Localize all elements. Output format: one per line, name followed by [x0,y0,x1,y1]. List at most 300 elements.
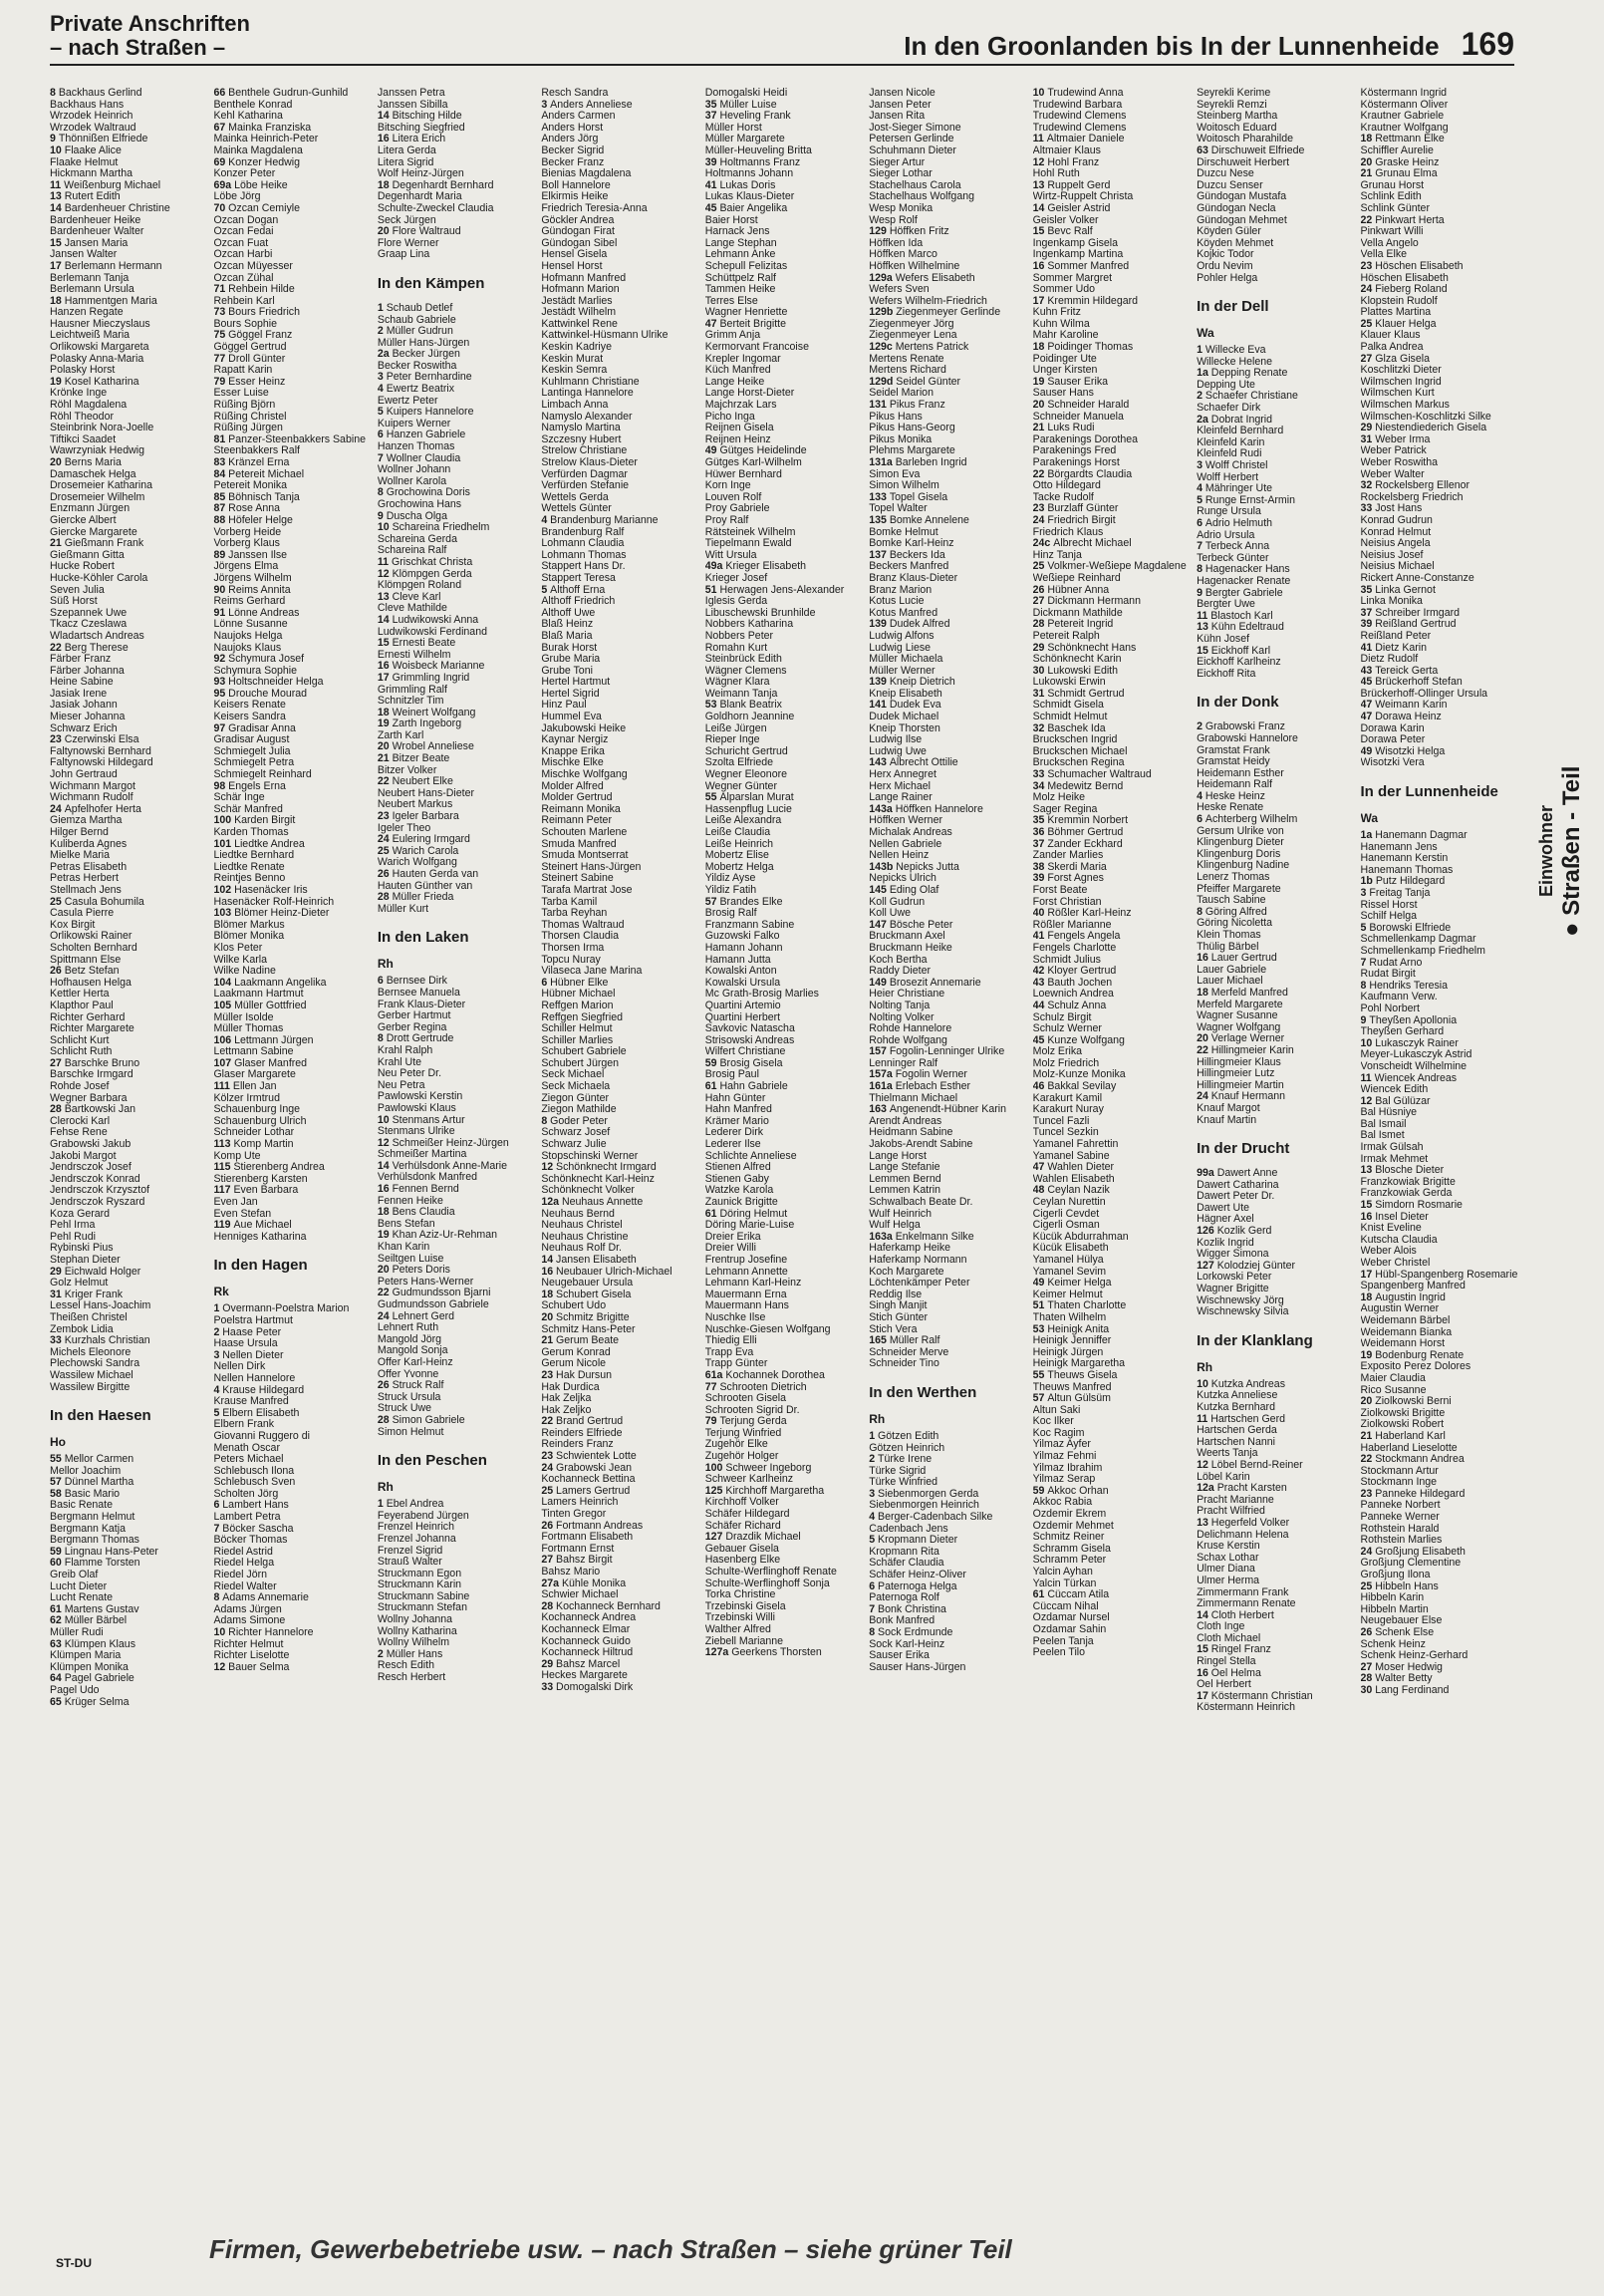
resident-entry [1361,273,1520,285]
resident-entry [1197,1621,1356,1633]
resident-name: Mobertz Helga [704,861,774,873]
resident-entry [1033,897,1193,909]
resident-entry [869,1512,1028,1524]
resident-entry [1197,1587,1356,1599]
resident-name: Bonk Christina [878,1603,946,1615]
resident-name: Fortmann Ernst [541,1543,615,1555]
resident-name: Molz Heike [1032,792,1086,804]
resident-name: Kremmin Hildegard [1047,295,1139,307]
resident-name: Giercke Albert [50,514,117,526]
house-number: 101 [213,838,235,850]
resident-entry [1033,1104,1193,1116]
resident-entry [213,434,373,446]
resident-name: Dobrat Ingrid [1210,414,1273,426]
resident-name: Pikus Hans-Georg [869,423,955,434]
resident-name: Bardenheuer Heike [50,214,141,226]
resident-entry [1033,1290,1193,1301]
resident-entry [541,1670,700,1682]
resident-entry [1361,666,1520,678]
resident-entry [705,238,865,250]
resident-entry [705,1012,865,1024]
resident-name: Thönnißen Elfriede [58,134,148,145]
house-number: 129a [869,272,896,284]
house-number: 25 [377,845,393,857]
resident-entry [1033,88,1193,100]
resident-entry [1197,588,1356,600]
resident-name: Irmak Mehmet [1360,1153,1429,1165]
resident-entry [213,1220,373,1232]
resident-entry [1361,619,1520,631]
house-number: 21 [1032,423,1048,434]
resident-name: Berg Therese [64,642,129,654]
house-number: 15 [1197,645,1211,657]
resident-name: Kaufmann Verw. [1360,992,1438,1004]
house-number: 8 [50,88,59,99]
resident-name: Berlemann Ursula [50,284,134,296]
resident-name: Even Stefan [213,1208,272,1220]
resident-name: Otto Hildegard [1032,480,1101,492]
resident-name: Hasenäcker Rolf-Heinrich [213,896,335,908]
resident-entry [705,1312,865,1324]
house-number: 63 [1197,144,1211,156]
resident-name: Laakmann Hartmut [213,989,304,1001]
resident-name: Benthele Gudrun-Gunhild [228,88,349,99]
resident-name: Sauser Erika [869,1650,930,1662]
resident-entry [1033,1035,1193,1047]
resident-name: Hübl-Spangenberg Rosemarie [1375,1269,1518,1281]
resident-entry [1361,1431,1520,1443]
resident-name: Hagenacker Renate [1197,575,1291,587]
resident-entry [213,815,373,827]
resident-name: Pfeiffer Margarete [1197,883,1281,895]
resident-name: Exposito Perez Dolores [1360,1361,1471,1373]
house-number: 127 [1197,1260,1217,1272]
resident-name: Grochowina Doris [386,487,470,499]
resident-entry [541,561,700,573]
house-number: 61 [704,1081,720,1093]
resident-entry [869,955,1028,967]
resident-entry [869,1001,1028,1012]
resident-entry [50,1685,209,1697]
resident-entry [50,1639,209,1651]
resident-entry [1361,876,1520,888]
resident-name: Cloth Herbert [1210,1609,1274,1621]
resident-name: Hensel Horst [541,260,603,272]
resident-entry [213,1535,373,1547]
resident-entry [869,111,1028,123]
resident-entry [541,1335,700,1347]
resident-entry [378,1660,537,1672]
resident-entry [541,480,700,492]
resident-entry [541,1463,700,1475]
resident-entry [213,1650,373,1662]
resident-name: Mähringer Ute [1204,483,1273,495]
resident-name: Kaynar Nergiz [541,734,609,746]
resident-name: Delichmann Helena [1197,1529,1289,1541]
resident-name: Hibbeln Karin [1360,1592,1425,1604]
resident-entry [869,1046,1028,1058]
house-number: 133 [869,491,890,503]
resident-entry [378,1068,537,1080]
resident-name: Keisers Sandra [213,712,286,723]
resident-entry [1361,249,1520,261]
resident-entry [50,804,209,816]
resident-name: Merfeld Manfred [1210,987,1288,999]
resident-entry [378,487,537,499]
resident-entry [869,873,1028,885]
house-number: 1a [1197,368,1211,380]
resident-entry [541,1255,700,1267]
resident-entry [1361,111,1520,123]
resident-name: Haferkamp Heike [869,1243,951,1255]
resident-name: Stopschinski Werner [541,1150,639,1162]
resident-name: Augustin Werner [1360,1303,1440,1315]
resident-entry [1361,1592,1520,1604]
house-number: 16 [1360,1211,1376,1223]
resident-name: Flamme Torsten [64,1558,140,1570]
resident-name: Reims Gerhard [213,596,286,608]
resident-entry [50,712,209,723]
footer-note: Firmen, Gewerbebetriebe usw. – nach Straßen – siehe grüner Teil [209,2234,1012,2264]
resident-entry [378,1184,537,1196]
house-number: 18 [541,1289,557,1300]
resident-name: Rößler Karl-Heinz [1047,908,1132,920]
resident-entry [1361,888,1520,900]
resident-entry [541,573,700,585]
resident-entry [1361,923,1520,935]
resident-entry [378,1000,537,1011]
resident-entry [705,654,865,666]
resident-name: Lange Horst-Dieter [704,388,795,400]
resident-name: Heske Renate [1197,802,1264,814]
resident-name: Richter Gerhard [50,1011,126,1023]
resident-name: Yalcin Türkan [1032,1578,1097,1589]
resident-name: Reijnen Gisela [704,423,774,434]
resident-name: Sauser Erika [1047,376,1109,388]
resident-entry [1361,330,1520,342]
resident-entry [1033,1624,1193,1636]
resident-name: Geerkens Thorsten [731,1647,822,1659]
resident-name: Kuhn Fritz [1032,307,1081,319]
house-number: 6 [213,1500,223,1512]
resident-name: Casula Pierre [50,908,115,920]
resident-entry [50,908,209,920]
resident-name: Tuncel Sezkin [1032,1127,1099,1139]
resident-name: Kloyer Gertrud [1047,966,1117,978]
resident-entry [378,215,537,227]
house-number: 34 [1032,780,1048,792]
resident-name: Böcker Sascha [222,1523,294,1535]
resident-name: Wladartsch Andreas [50,630,144,642]
house-number: 7 [1360,957,1370,969]
house-number: 67 [213,122,229,134]
resident-entry [1033,1023,1193,1035]
resident-entry [705,943,865,955]
resident-entry [541,746,700,758]
house-number: 85 [213,491,229,503]
resident-name: Litera Gerda [377,144,436,156]
resident-name: Engels Erna [228,780,286,792]
resident-name: Sommer Udo [1032,284,1096,296]
resident-name: Elkirmis Heike [541,191,609,203]
resident-name: Stellmach Jens [50,884,122,896]
resident-entry [1197,1564,1356,1576]
resident-entry [869,943,1028,955]
resident-name: Wolf Heinz-Jürgen [377,168,464,180]
resident-name: Lukas Klaus-Dieter [704,191,795,203]
district-code: Rh [377,1480,394,1495]
resident-entry [50,1209,209,1221]
street-heading: In der Klanklang [1197,1331,1313,1349]
resident-name: Volkmer-Weßiepe Magdalene [1047,561,1187,573]
resident-name: Czerwinski Elsa [64,734,139,746]
resident-entry [1033,978,1193,990]
resident-name: Lamers Gertrud [556,1485,631,1497]
resident-entry [1033,400,1193,412]
resident-entry [378,799,537,811]
resident-name: Boll Hannelore [541,179,611,191]
resident-entry [869,1347,1028,1359]
resident-entry [1361,842,1520,854]
resident-name: Wefers Elisabeth [895,272,975,284]
resident-entry [213,1581,373,1593]
resident-name: Kirchhoff Volker [704,1497,779,1509]
resident-name: Witt Ursula [704,549,757,561]
resident-name: Bergter Gabriele [1204,587,1283,599]
resident-name: Lambert Hans [222,1500,289,1512]
resident-entry [1197,1261,1356,1273]
resident-name: Neubert Elke [392,776,453,788]
resident-entry [213,654,373,666]
resident-entry [1197,134,1356,145]
resident-entry [1033,585,1193,597]
resident-name: Ingenkamp Martina [1032,249,1124,261]
resident-name: Yilmaz Ibrahim [1032,1462,1103,1474]
resident-entry [1033,1069,1193,1081]
district-code: Rh [377,957,394,972]
resident-name: Hohl Franz [1047,156,1100,168]
resident-name: Schwarz Josef [541,1127,611,1139]
house-number: 8 [377,1033,387,1045]
resident-name: Krepler Ingomar [704,353,781,365]
resident-entry [705,88,865,100]
resident-name: Hanemann Jens [1360,841,1438,853]
resident-entry [869,1116,1028,1128]
resident-name: Altun Gülsüm [1047,1393,1111,1405]
resident-entry [541,1555,700,1567]
resident-entry [1033,689,1193,701]
resident-name: Spittmann Else [50,954,122,966]
resident-entry [869,839,1028,851]
resident-name: Jost Hans [1375,503,1423,515]
resident-entry [1361,1454,1520,1466]
resident-name: Stappert Teresa [541,572,616,584]
resident-name: Jansen Rita [869,111,926,123]
resident-entry [869,100,1028,112]
resident-name: Eichwald Holger [64,1266,141,1278]
resident-entry [378,1033,537,1045]
resident-entry [1033,1382,1193,1394]
resident-entry [1361,1315,1520,1327]
resident-name: Riedel Astrid [213,1546,273,1558]
resident-entry [541,966,700,978]
resident-entry [541,1612,700,1624]
resident-name: Szolta Elfriede [704,757,774,769]
resident-name: Althoff Erna [550,584,606,596]
resident-entry [378,592,537,604]
resident-name: Backhaus Gerlind [58,88,142,99]
resident-entry [50,1139,209,1151]
house-number: 2 [377,1648,387,1660]
resident-entry [378,1219,537,1231]
resident-entry [1033,238,1193,250]
resident-name: Rothstein Harald [1360,1523,1440,1535]
resident-name: Jendrsczok Josef [50,1162,132,1174]
resident-name: Keisers Renate [213,700,286,712]
resident-entry [378,168,537,180]
resident-name: Klümpen Maria [50,1650,122,1662]
resident-name: Wesp Rolf [869,214,918,226]
resident-name: Neisius Angela [1360,538,1431,550]
resident-name: Hasenäcker Iris [234,884,308,896]
house-number: 23 [377,811,393,823]
resident-entry [378,765,537,777]
resident-name: Benthele Konrad [213,99,293,111]
house-number: 4 [869,1512,879,1524]
resident-name: Türke Sigrid [869,1465,927,1477]
resident-name: Simon Helmut [377,1426,444,1438]
resident-entry [1197,1633,1356,1645]
resident-name: Mainka Heinrich-Peter [213,134,319,145]
resident-entry [869,1547,1028,1559]
resident-entry [705,1416,865,1428]
house-number: 55 [704,792,720,804]
resident-name: Müller Kurt [377,903,429,915]
resident-name: Verhülsdonk Manfred [377,1172,477,1184]
resident-name: Woitosch Pharahilde [1197,134,1294,145]
resident-entry [541,469,700,481]
resident-entry [50,1197,209,1209]
house-number: 15 [1032,226,1048,238]
house-number: 131 [869,400,890,412]
resident-name: Knauf Hermann [1210,1091,1285,1103]
resident-name: Ulmer Herma [1197,1575,1260,1586]
resident-entry [705,538,865,550]
resident-entry [1033,515,1193,527]
house-number: 17 [50,260,65,272]
resident-name: Koch Margarete [869,1266,944,1278]
resident-entry [50,885,209,897]
resident-name: Cüccam Nihal [1032,1600,1099,1612]
house-number: 60 [50,1558,65,1570]
resident-name: Angenendt-Hübner Karin [889,1104,1007,1116]
resident-name: Stienen Gaby [704,1173,769,1185]
resident-entry [869,931,1028,943]
resident-entry [1361,261,1520,273]
resident-name: Clerocki Karl [50,1115,111,1127]
resident-entry [378,238,537,250]
resident-entry [50,1243,209,1255]
resident-name: Kuipers Werner [377,418,451,430]
resident-entry [378,453,537,465]
resident-entry [378,741,537,753]
resident-name: Duzcu Nese [1197,168,1254,180]
resident-entry [1033,1393,1193,1405]
resident-entry [213,850,373,862]
resident-name: Richter Hannelore [228,1627,314,1638]
resident-entry [1197,930,1356,942]
resident-entry [869,1278,1028,1290]
resident-name: Özcan Fuat [213,237,269,249]
resident-name: Ziegenmeyer Gerlinde [896,307,1001,319]
resident-entry [213,157,373,169]
resident-name: Kleinfeld Bernhard [1197,426,1284,437]
resident-entry [541,1370,700,1382]
resident-entry [1033,1578,1193,1590]
resident-entry [541,734,700,746]
house-number: 21 [1360,1430,1376,1442]
resident-name: Pohler Helga [1197,272,1258,284]
resident-entry [50,897,209,909]
resident-entry [50,330,209,342]
resident-entry [378,111,537,123]
resident-name: Kutzka Anneliese [1197,1390,1278,1402]
resident-entry [378,464,537,476]
resident-entry [869,423,1028,434]
resident-entry [378,1207,537,1219]
resident-name: Schareina Ralf [377,545,447,557]
resident-entry [869,920,1028,932]
resident-entry [50,527,209,539]
resident-name: Janssen Sibilla [377,99,448,111]
resident-entry [1033,527,1193,539]
house-number: 24 [377,1310,393,1322]
resident-entry [1033,1324,1193,1336]
resident-entry [1033,480,1193,492]
resident-name: Parakenings Fred [1032,445,1117,457]
resident-name: Karden Birgit [234,815,296,827]
resident-name: Blaß Maria [541,630,593,642]
resident-entry [869,769,1028,781]
resident-entry [1033,908,1193,920]
resident-name: Kneip Dietrich [889,677,955,689]
resident-name: Bergmann Helmut [50,1512,135,1524]
resident-name: Wilmschen-Koschlitzki Silke [1360,411,1491,423]
resident-entry [869,457,1028,469]
resident-entry [1197,483,1356,495]
resident-entry [50,319,209,331]
resident-name: Schulz Anna [1047,1000,1107,1011]
resident-entry [705,330,865,342]
resident-name: Haberland Lieselotte [1360,1442,1458,1454]
resident-entry [705,734,865,746]
resident-name: Jasiak Johann [50,700,118,712]
resident-entry [1033,1463,1193,1475]
resident-name: Hanemann Dagmar [1375,830,1468,842]
resident-entry [1033,1521,1193,1533]
resident-name: Wassilew Michael [50,1369,134,1381]
resident-name: Koza Gerard [50,1208,111,1220]
resident-name: Pagel Gabriele [64,1673,134,1685]
resident-entry [1033,503,1193,515]
resident-name: Wegner Günter [704,780,777,792]
resident-name: Stachelhaus Carola [869,179,961,191]
resident-entry [1361,1096,1520,1108]
house-number: 59 [1032,1485,1048,1497]
resident-name: Tereick Gerta [1375,665,1439,677]
resident-name: Seiltgen Luise [377,1253,444,1265]
resident-name: Pracht Wilfried [1197,1506,1265,1518]
